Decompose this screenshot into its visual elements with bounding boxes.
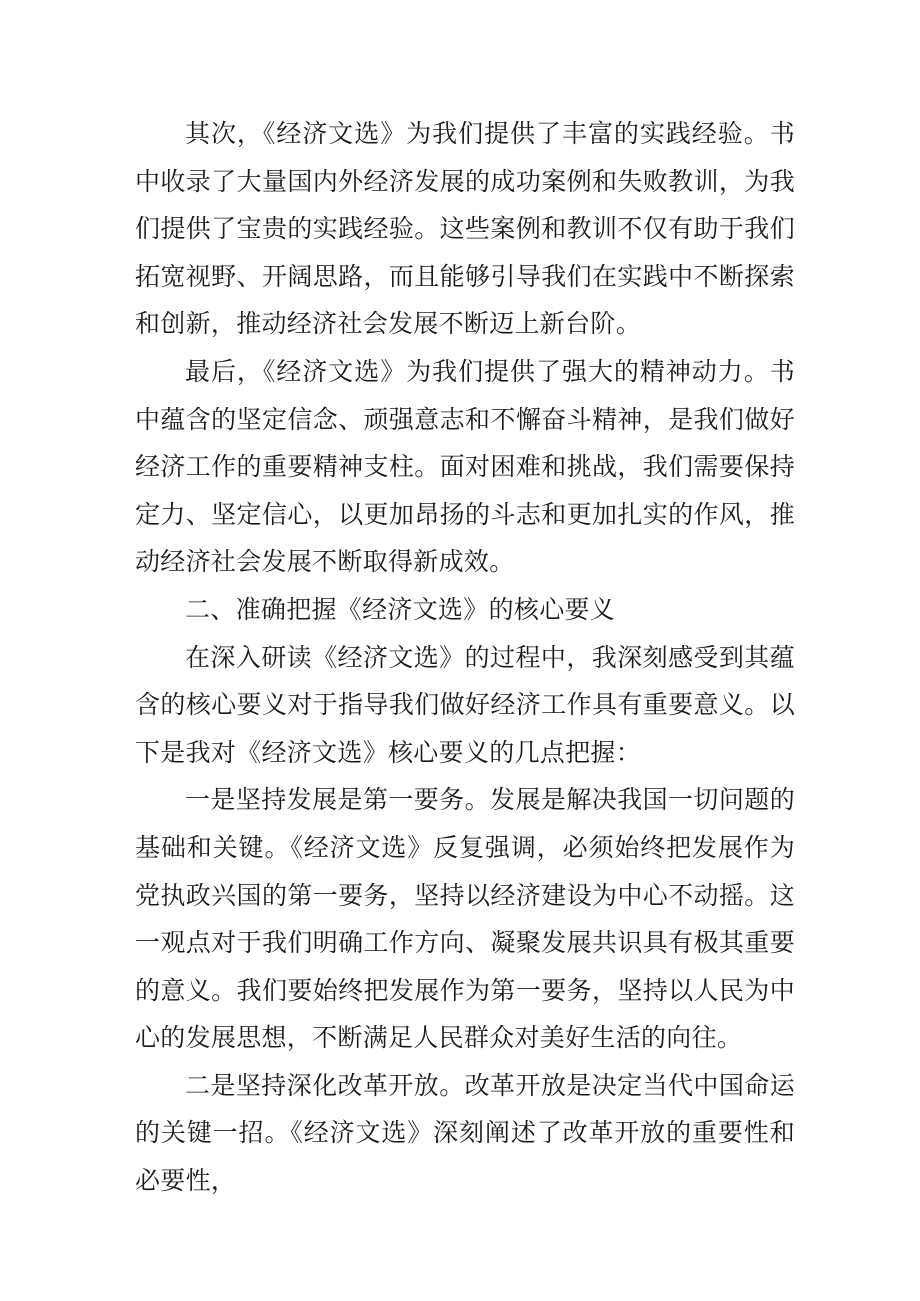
section-heading-core-essence: 二、准确把握《经济文选》的核心要义 xyxy=(185,594,616,624)
paragraph-spiritual-motivation: 最后，《经济文选》为我们提供了强大的精神动力。书中蕴含的坚定信念、顽强意志和不懈奋斗精神，是我们做好经济工作的重要精神支柱。面对困难和挑战，我们需要保持定力、坚定信心，以更加昂扬的斗志和更加扎实的作风，推动经济社会发展不断取得新成效。 xyxy=(135,356,795,577)
paragraph-practical-experience: 其次，《经济文选》为我们提供了丰富的实践经验。书中收录了大量国内外经济发展的成功案例和失败教训，为我们提供了宝贵的实践经验。这些案例和教训不仅有助于我们拓宽视野、开阔思路，而且能够引导我们在实践中不断探索和创新，推动经济社会发展不断迈上新台阶。 xyxy=(135,119,795,339)
paragraph-development-first: 一是坚持发展是第一要务。发展是解决我国一切问题的基础和关键。《经济文选》反复强调，必须始终把发展作为党执政兴国的第一要务，坚持以经济建设为中心不动摇。这一观点对于我们明确工作方向、凝聚发展共识具有极其重要的意义。我们要始终把发展作为第一要务，坚持以人民为中心的发展思想，不断满足人民群众对美好生活的向往。 xyxy=(135,785,795,1053)
document-body xyxy=(135,110,795,1205)
paragraph-reform-opening: 二是坚持深化改革开放。改革开放是决定当代中国命运的关键一招。《经济文选》深刻阐述了改革开放的重要性和必要性， xyxy=(135,1070,795,1196)
paragraph-core-essence-intro: 在深入研读《经济文选》的过程中，我深刻感受到其蕴含的核心要义对于指导我们做好经济工作具有重要意义。以下是我对《经济文选》核心要义的几点把握： xyxy=(135,642,795,767)
